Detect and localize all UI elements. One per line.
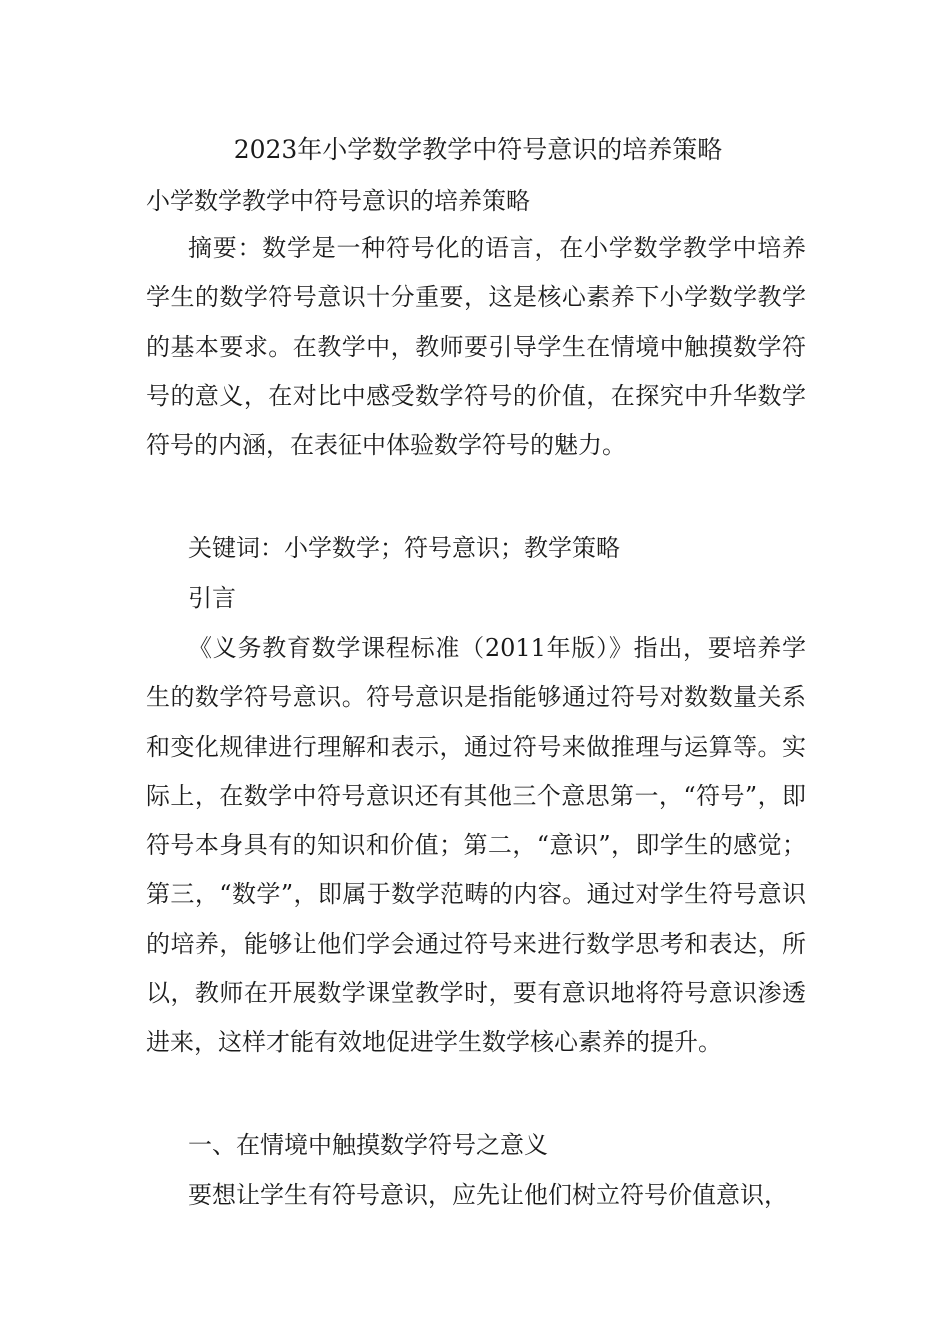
section-1-paragraph: 要想让学生有符号意识，应先让他们树立符号价值意识， (188, 1181, 788, 1209)
document-subtitle: 小学数学教学中符号意识的培养策略 (146, 187, 530, 215)
abstract-paragraph: 摘要：数学是一种符号化的语言，在小学数学教学中培养学生的数学符号意识十分重要，这是核心素养下小学数学教学的基本要求。在教学中，教师要引导学生在情境中触摸数学符号的意义，在对比中感受数学符号的价值，在探究中升华数学符号的内涵，在表征中体验数学符号的魅力。 (146, 234, 806, 460)
keywords-line: 关键词：小学数学；符号意识；教学策略 (188, 534, 620, 562)
document-title: 2023年小学数学教学中符号意识的培养策略 (233, 135, 723, 164)
intro-heading: 引言 (188, 584, 236, 612)
section-1-heading: 一、在情境中触摸数学符号之意义 (188, 1131, 548, 1159)
intro-paragraph: 《义务教育数学课程标准（2011年版）》指出，要培养学生的数学符号意识。符号意识是指能够通过符号对数数量关系和变化规律进行理解和表示，通过符号来做推理与运算等。实际上，在数学中符号意识还有其他三个意思第一，“符号”，即符号本身具有的知识和价值；第二，“意识”，即学生的感觉；第三，“数学”，即属于数学范畴的内容。通过对学生符号意识的培养，能够让他们学会通过符号来进行数学思考和表达，所以，教师在开展数学课堂教学时，要有意识地将符号意识渗透进来，这样才能有效地促进学生数学核心素养的提升。 (146, 634, 806, 1057)
